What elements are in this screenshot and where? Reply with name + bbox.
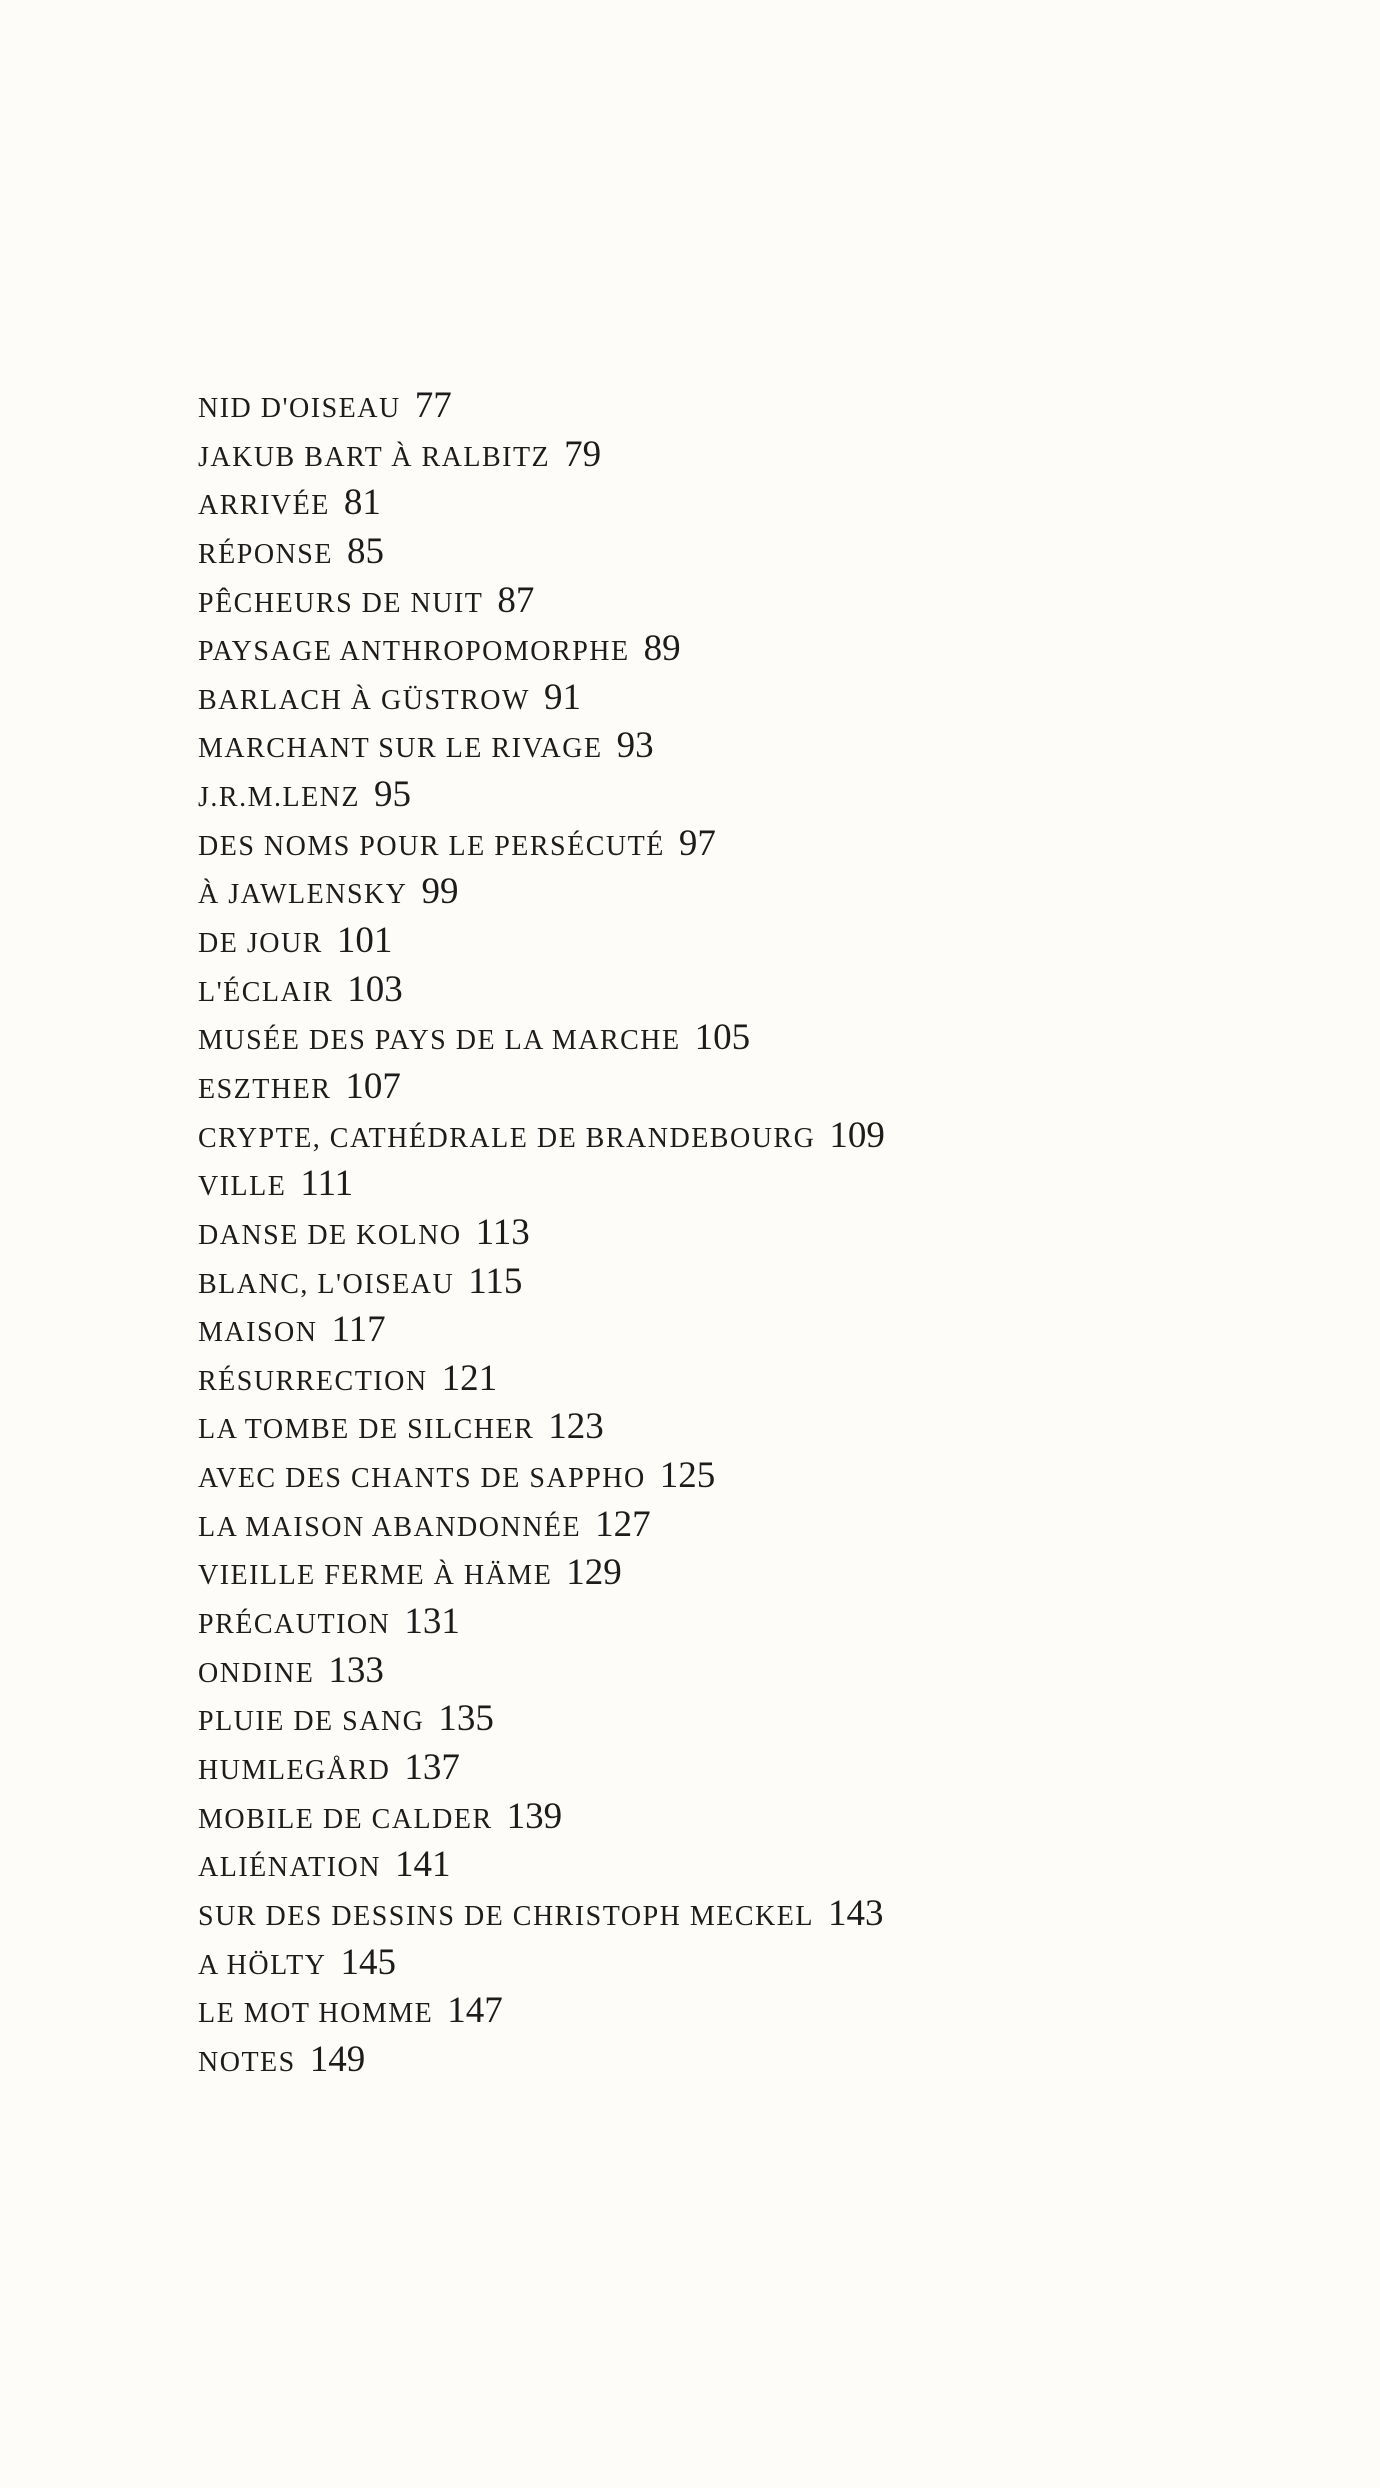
toc-entry-page-number: 135 (438, 1698, 494, 1740)
toc-entry-page-number: 147 (447, 1990, 503, 2032)
toc-entry (198, 1890, 885, 1939)
toc-entry (198, 1744, 885, 1793)
toc-entry-title: MOBILE DE CALDER (198, 1803, 493, 1835)
toc-entry-title: LE MOT HOMME (198, 1998, 434, 2030)
toc-entry-title: PAYSAGE ANTHROPOMORPHE (198, 636, 630, 668)
toc-entry-title: PLUIE DE SANG (198, 1706, 425, 1738)
toc-entry-page-number: 79 (564, 433, 602, 475)
toc-entry-title: MARCHANT SUR LE RIVAGE (198, 733, 603, 765)
toc-entry (198, 431, 885, 480)
toc-entry (198, 1063, 885, 1112)
toc-entry-page-number: 111 (300, 1163, 354, 1205)
toc-entry-page-number: 133 (328, 1649, 384, 1691)
toc-entry (198, 1549, 885, 1598)
toc-entry-page-number: 121 (441, 1357, 498, 1399)
toc-entry (198, 1306, 885, 1355)
toc-entry (198, 674, 885, 723)
toc-entry-title: LA TOMBE DE SILCHER (198, 1414, 535, 1446)
toc-entry (198, 1598, 885, 1647)
toc-entry (198, 722, 885, 771)
toc-entry (198, 1987, 885, 2036)
toc-entry (198, 1452, 885, 1501)
toc-entry-title: BARLACH À GÜSTROW (198, 684, 530, 716)
toc-entry-title: LA MAISON ABANDONNÉE (198, 1511, 582, 1543)
toc-entry-page-number: 85 (346, 530, 384, 572)
toc-entry (198, 1501, 885, 1550)
toc-entry (198, 1939, 885, 1988)
toc-entry-page-number: 131 (404, 1601, 460, 1643)
toc-entry-title: A HÖLTY (198, 1949, 327, 1981)
toc-entry-title: CRYPTE, CATHÉDRALE DE BRANDEBOURG (198, 1122, 816, 1154)
toc-entry-page-number: 127 (595, 1503, 651, 1545)
toc-entry (198, 1647, 885, 1696)
toc-entry-page-number: 129 (566, 1552, 622, 1594)
toc-entry (198, 479, 885, 528)
toc-entry (198, 577, 885, 626)
toc-entry-page-number: 123 (548, 1406, 604, 1448)
toc-entry (198, 1014, 885, 1063)
toc-entry (198, 625, 885, 674)
toc-entry-page-number: 93 (616, 725, 654, 767)
toc-entry (198, 1209, 885, 1258)
toc-entry (198, 1695, 885, 1744)
toc-entry-title: ARRIVÉE (198, 490, 330, 522)
toc-entry-title: PRÉCAUTION (198, 1609, 391, 1641)
toc-entry-title: MUSÉE DES PAYS DE LA MARCHE (198, 1025, 681, 1057)
toc-entry-page-number: 103 (347, 968, 403, 1010)
toc-entry-title: DANSE DE KOLNO (198, 1219, 462, 1251)
toc-entry (198, 1355, 885, 1404)
toc-entry-page-number: 109 (829, 1114, 885, 1156)
toc-entry-page-number: 89 (643, 628, 681, 670)
toc-entry-title: RÉPONSE (198, 538, 333, 570)
toc-entry-page-number: 145 (340, 1941, 396, 1983)
toc-entry-title: J.R.M.LENZ (198, 782, 360, 814)
toc-entry-title: ALIÉNATION (198, 1852, 381, 1884)
toc-entry-title: PÊCHEURS DE NUIT (198, 587, 484, 619)
toc-entry-page-number: 105 (694, 1017, 751, 1059)
toc-entry (198, 382, 885, 431)
toc-entry-title: L'ÉCLAIR (198, 976, 334, 1008)
toc-entry-page-number: 97 (678, 822, 716, 864)
toc-entry-page-number: 101 (336, 920, 393, 962)
toc-entry (198, 1258, 885, 1307)
toc-entry-title: BLANC, L'OISEAU (198, 1268, 455, 1300)
toc-entry (198, 1112, 885, 1161)
toc-entry (198, 1403, 885, 1452)
toc-entry (198, 966, 885, 1015)
toc-entry-title: SUR DES DESSINS DE CHRISTOPH MECKEL (198, 1900, 814, 1932)
toc-entry-title: ESZTHER (198, 1073, 332, 1105)
toc-entry-page-number: 149 (309, 2038, 366, 2080)
toc-entry-page-number: 137 (404, 1746, 460, 1788)
toc-entry-title: AVEC DES CHANTS DE SAPPHO (198, 1463, 646, 1495)
toc-entry (198, 528, 885, 577)
toc-entry-title: JAKUB BART À RALBITZ (198, 441, 551, 473)
toc-entry-page-number: 95 (374, 774, 411, 816)
toc-entry-title: NID D'OISEAU (198, 393, 401, 424)
toc-entry-title: VILLE (198, 1171, 287, 1203)
toc-entry-title: À JAWLENSKY (198, 879, 408, 911)
toc-entry (198, 1841, 885, 1890)
toc-entry (198, 868, 885, 917)
toc-entry-title: DES NOMS POUR LE PERSÉCUTÉ (198, 830, 665, 862)
toc-entry-page-number: 143 (827, 1892, 884, 1934)
toc-entry-page-number: 77 (414, 385, 452, 426)
toc-entry (198, 771, 885, 820)
toc-entry (198, 1160, 885, 1209)
toc-entry-title: RÉSURRECTION (198, 1365, 428, 1397)
toc-entry-page-number: 81 (343, 482, 381, 524)
toc-entry (198, 820, 885, 869)
toc-entry-title: HUMLEGÅRD (198, 1754, 391, 1786)
toc-entry-title: ONDINE (198, 1657, 315, 1689)
toc-entry (198, 2036, 885, 2085)
toc-entry-page-number: 99 (421, 871, 459, 913)
toc-entry-page-number: 115 (468, 1260, 523, 1302)
toc-entry-page-number: 87 (497, 579, 535, 621)
toc-entry-page-number: 117 (331, 1309, 386, 1351)
toc-entry-page-number: 91 (543, 676, 581, 718)
toc-entry (198, 917, 885, 966)
toc-entry (198, 1793, 885, 1842)
toc-entry-page-number: 113 (475, 1211, 530, 1253)
toc-entry-page-number: 125 (659, 1455, 716, 1497)
toc-entry-page-number: 107 (345, 1065, 401, 1107)
toc-entry-title: VIEILLE FERME À HÄME (198, 1560, 553, 1592)
toc-entry-title: MAISON (198, 1317, 318, 1349)
toc-entry-page-number: 139 (506, 1795, 563, 1837)
table-of-contents (198, 382, 885, 2084)
toc-entry-title: NOTES (198, 2046, 296, 2078)
toc-entry-page-number: 141 (394, 1844, 451, 1886)
toc-entry-title: DE JOUR (198, 928, 323, 960)
